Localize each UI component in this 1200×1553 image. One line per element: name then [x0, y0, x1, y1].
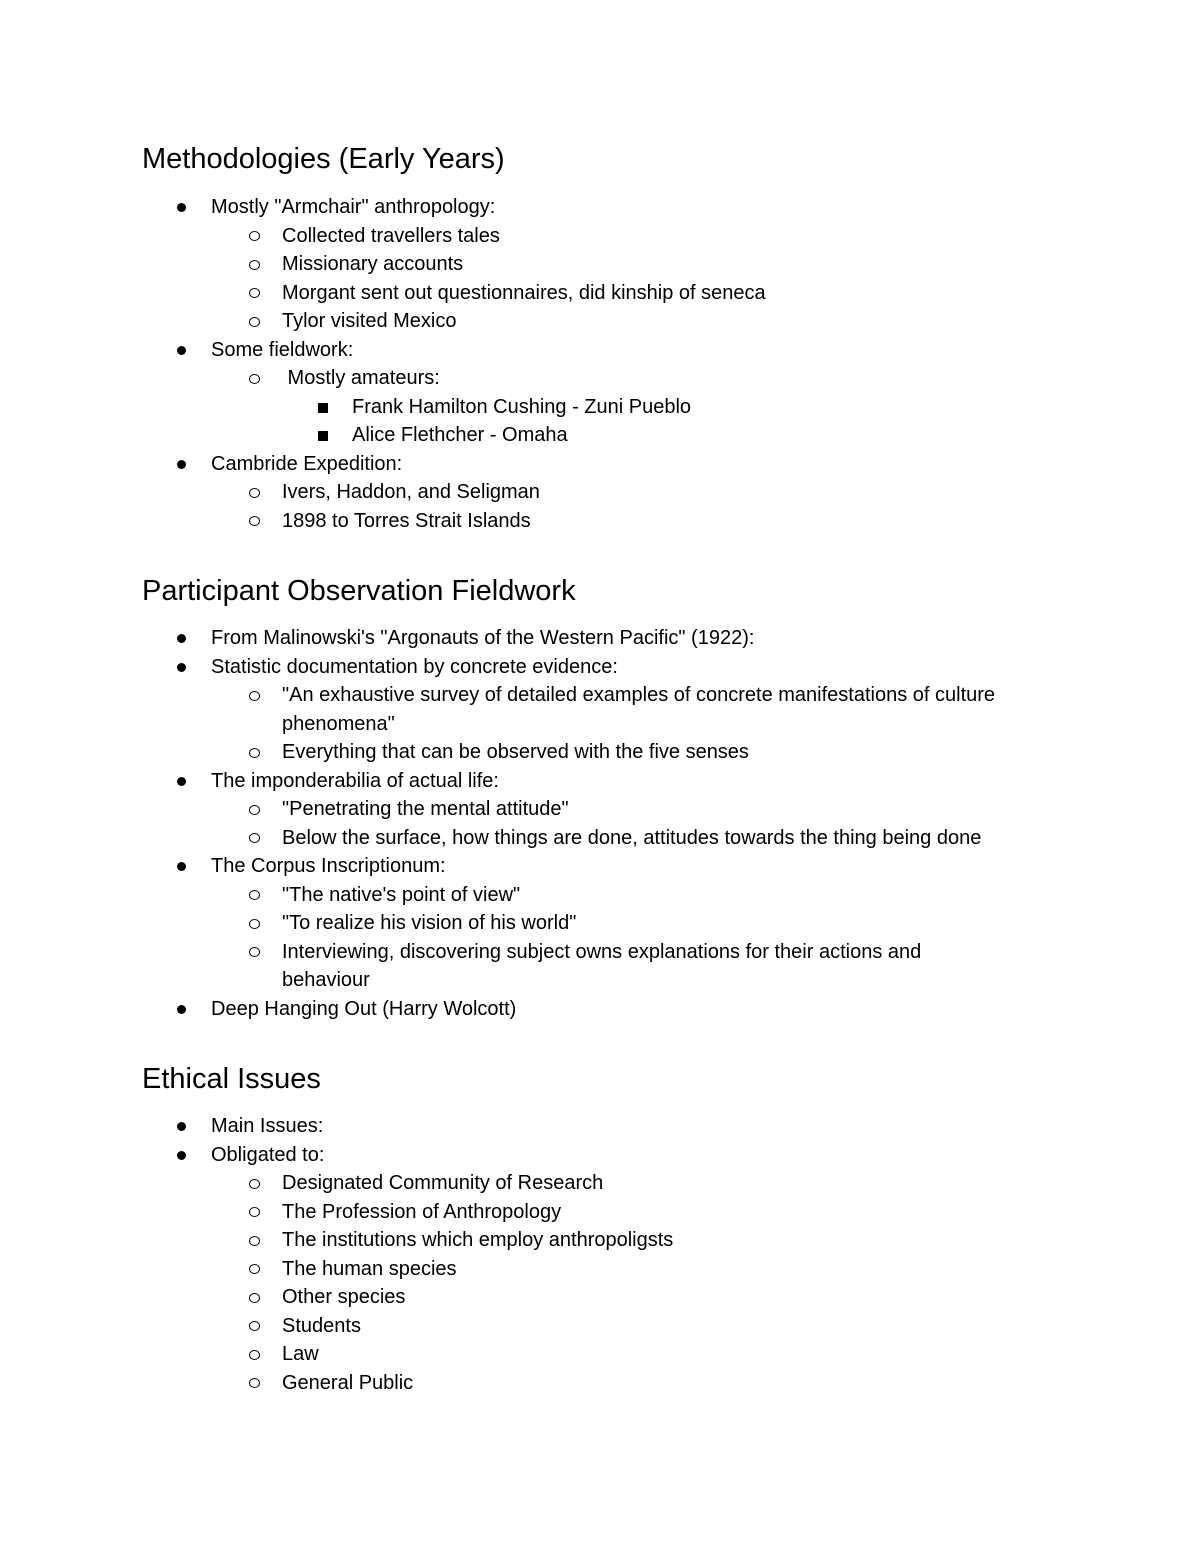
- section-title-participant-observation: Participant Observation Fieldwork: [142, 575, 576, 607]
- disc-bullet-icon: [177, 346, 186, 355]
- list-item: Collected travellers tales: [282, 222, 500, 251]
- disc-bullet-icon: [177, 1122, 186, 1131]
- circle-bullet-icon: [249, 1264, 260, 1274]
- disc-bullet-icon: [177, 460, 186, 469]
- circle-bullet-icon: [249, 691, 260, 701]
- list-item: From Malinowski's "Argonauts of the Western Pacific" (1922):: [211, 624, 754, 653]
- circle-bullet-icon: [249, 833, 260, 843]
- square-bullet-icon: [318, 431, 328, 441]
- circle-bullet-icon: [249, 1179, 260, 1189]
- list-item: "Penetrating the mental attitude": [282, 795, 569, 824]
- circle-bullet-icon: [249, 1378, 260, 1388]
- circle-bullet-icon: [249, 488, 260, 498]
- list-item: "The native's point of view": [282, 881, 520, 910]
- disc-bullet-icon: [177, 777, 186, 786]
- list-item: Students: [282, 1312, 361, 1341]
- list-item: The Corpus Inscriptionum:: [211, 852, 446, 881]
- list-item: Designated Community of Research: [282, 1169, 603, 1198]
- circle-bullet-icon: [249, 1236, 260, 1246]
- list-item: Statistic documentation by concrete evidence:: [211, 653, 618, 682]
- list-item: Main Issues:: [211, 1112, 323, 1141]
- list-item: Other species: [282, 1283, 405, 1312]
- list-item: Below the surface, how things are done, attitudes towards the thing being done: [282, 824, 981, 853]
- list-item: "To realize his vision of his world": [282, 909, 576, 938]
- section-title-ethical-issues: Ethical Issues: [142, 1063, 321, 1095]
- list-item: Some fieldwork:: [211, 336, 353, 365]
- list-item: "An exhaustive survey of detailed examples of concrete manifestations of culture phenomena": [282, 681, 995, 738]
- circle-bullet-icon: [249, 1350, 260, 1360]
- circle-bullet-icon: [249, 516, 260, 526]
- circle-bullet-icon: [249, 260, 260, 270]
- circle-bullet-icon: [249, 947, 260, 957]
- disc-bullet-icon: [177, 862, 186, 871]
- circle-bullet-icon: [249, 231, 260, 241]
- circle-bullet-icon: [249, 1207, 260, 1217]
- square-bullet-icon: [318, 403, 328, 413]
- disc-bullet-icon: [177, 203, 186, 212]
- disc-bullet-icon: [177, 634, 186, 643]
- list-item: Tylor visited Mexico: [282, 307, 457, 336]
- disc-bullet-icon: [177, 1005, 186, 1014]
- list-item: Everything that can be observed with the five senses: [282, 738, 749, 767]
- list-item: The Profession of Anthropology: [282, 1198, 561, 1227]
- circle-bullet-icon: [249, 1321, 260, 1331]
- circle-bullet-icon: [249, 1293, 260, 1303]
- disc-bullet-icon: [177, 1151, 186, 1160]
- list-item: Deep Hanging Out (Harry Wolcott): [211, 995, 516, 1024]
- list-item: The imponderabilia of actual life:: [211, 767, 499, 796]
- circle-bullet-icon: [249, 288, 260, 298]
- list-item: The human species: [282, 1255, 457, 1284]
- list-item: Frank Hamilton Cushing - Zuni Pueblo: [352, 393, 691, 422]
- list-item: Interviewing, discovering subject owns explanations for their actions and behaviour: [282, 938, 921, 995]
- circle-bullet-icon: [249, 805, 260, 815]
- disc-bullet-icon: [177, 663, 186, 672]
- list-item: Missionary accounts: [282, 250, 463, 279]
- list-item: Mostly "Armchair" anthropology:: [211, 193, 495, 222]
- list-item: Law: [282, 1340, 319, 1369]
- section-title-methodologies: Methodologies (Early Years): [142, 143, 505, 175]
- list-item: Alice Flethcher - Omaha: [352, 421, 568, 450]
- circle-bullet-icon: [249, 374, 260, 384]
- list-item: 1898 to Torres Strait Islands: [282, 507, 531, 536]
- circle-bullet-icon: [249, 890, 260, 900]
- circle-bullet-icon: [249, 317, 260, 327]
- list-item: General Public: [282, 1369, 413, 1398]
- circle-bullet-icon: [249, 748, 260, 758]
- circle-bullet-icon: [249, 919, 260, 929]
- list-item: The institutions which employ anthropoligsts: [282, 1226, 673, 1255]
- list-item: Mostly amateurs:: [282, 364, 440, 393]
- list-item: Ivers, Haddon, and Seligman: [282, 478, 540, 507]
- list-item: Cambride Expedition:: [211, 450, 402, 479]
- list-item: Obligated to:: [211, 1141, 324, 1170]
- list-item: Morgant sent out questionnaires, did kinship of seneca: [282, 279, 766, 308]
